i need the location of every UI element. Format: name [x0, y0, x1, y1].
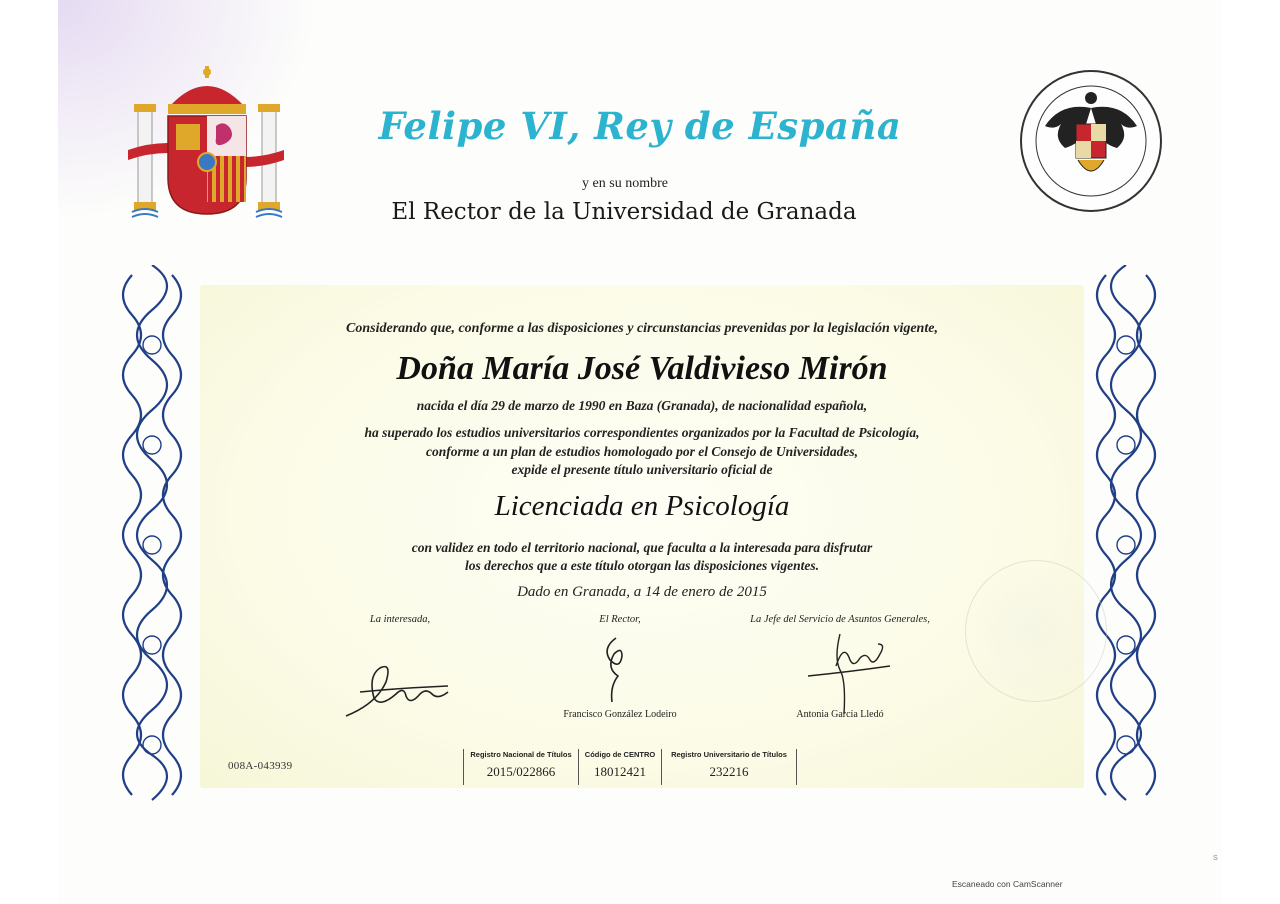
embossed-seal-icon	[965, 560, 1107, 702]
signature-role-rector: El Rector,	[599, 614, 641, 625]
studies-line-3: expide el presente título universitario oficial de	[511, 462, 773, 477]
head-signature-icon	[806, 630, 896, 714]
holder-signature-icon	[340, 648, 460, 720]
signature-role-holder: La interesada,	[369, 614, 431, 625]
header-rector: El Rector de la Universidad de Granada	[391, 199, 857, 225]
recipient-name: Doña María José Valdivieso Mirón	[396, 350, 888, 387]
rector-name: Francisco González Lodeiro	[563, 709, 677, 720]
signature-role-head: La Jefe del Servicio de Asuntos Generales,	[750, 614, 930, 625]
considering-text: Considerando que, conforme a las disposiciones y circunstancias prevenidas por la legislación vigente,	[346, 321, 938, 336]
scanner-mark: S	[1213, 855, 1218, 862]
degree-title: Licenciada en Psicología	[494, 490, 790, 522]
head-name: Antonia García Lledó	[796, 709, 884, 720]
registry-university	[662, 749, 797, 785]
registry-center	[579, 749, 662, 785]
studies-line-1: ha superado los estudios universitarios correspondientes organizados por la Facultad de Psicología,	[364, 425, 920, 440]
registry-national-value: 2015/022866	[486, 764, 556, 779]
header-in-name: y en su nombre	[582, 176, 668, 191]
registry-center-value: 18012421	[594, 764, 646, 779]
header-king: Felipe VI, Rey de España	[378, 104, 902, 148]
issue-date: Dado en Granada, a 14 de enero de 2015	[517, 584, 767, 600]
left-ornamental-border-icon	[112, 265, 192, 805]
registry-university-value: 232216	[709, 764, 749, 779]
validity-line-1: con validez en todo el territorio nacional, que faculta a la interesada para disfrutar	[411, 540, 873, 555]
validity-line-2: los derechos que a este título otorgan las disposiciones vigentes.	[464, 558, 819, 573]
scanner-watermark: Escaneado con CamScanner	[952, 879, 1063, 889]
serial-number: 008A-043939	[228, 760, 293, 772]
right-ornamental-border-icon	[1086, 265, 1166, 805]
registry-table	[463, 749, 797, 785]
studies-line-2: conforme a un plan de estudios homologado por el Consejo de Universidades,	[425, 444, 859, 459]
registry-national-header: Registro Nacional de Títulos	[470, 750, 572, 759]
registry-university-header: Registro Universitario de Títulos	[671, 750, 787, 759]
rector-signature-icon	[596, 634, 636, 704]
registry-national	[464, 749, 579, 785]
registry-center-header: Código de CENTRO	[584, 750, 656, 759]
birth-details: nacida el día 29 de marzo de 1990 en Baza (Granada), de nacionalidad española,	[416, 398, 868, 413]
